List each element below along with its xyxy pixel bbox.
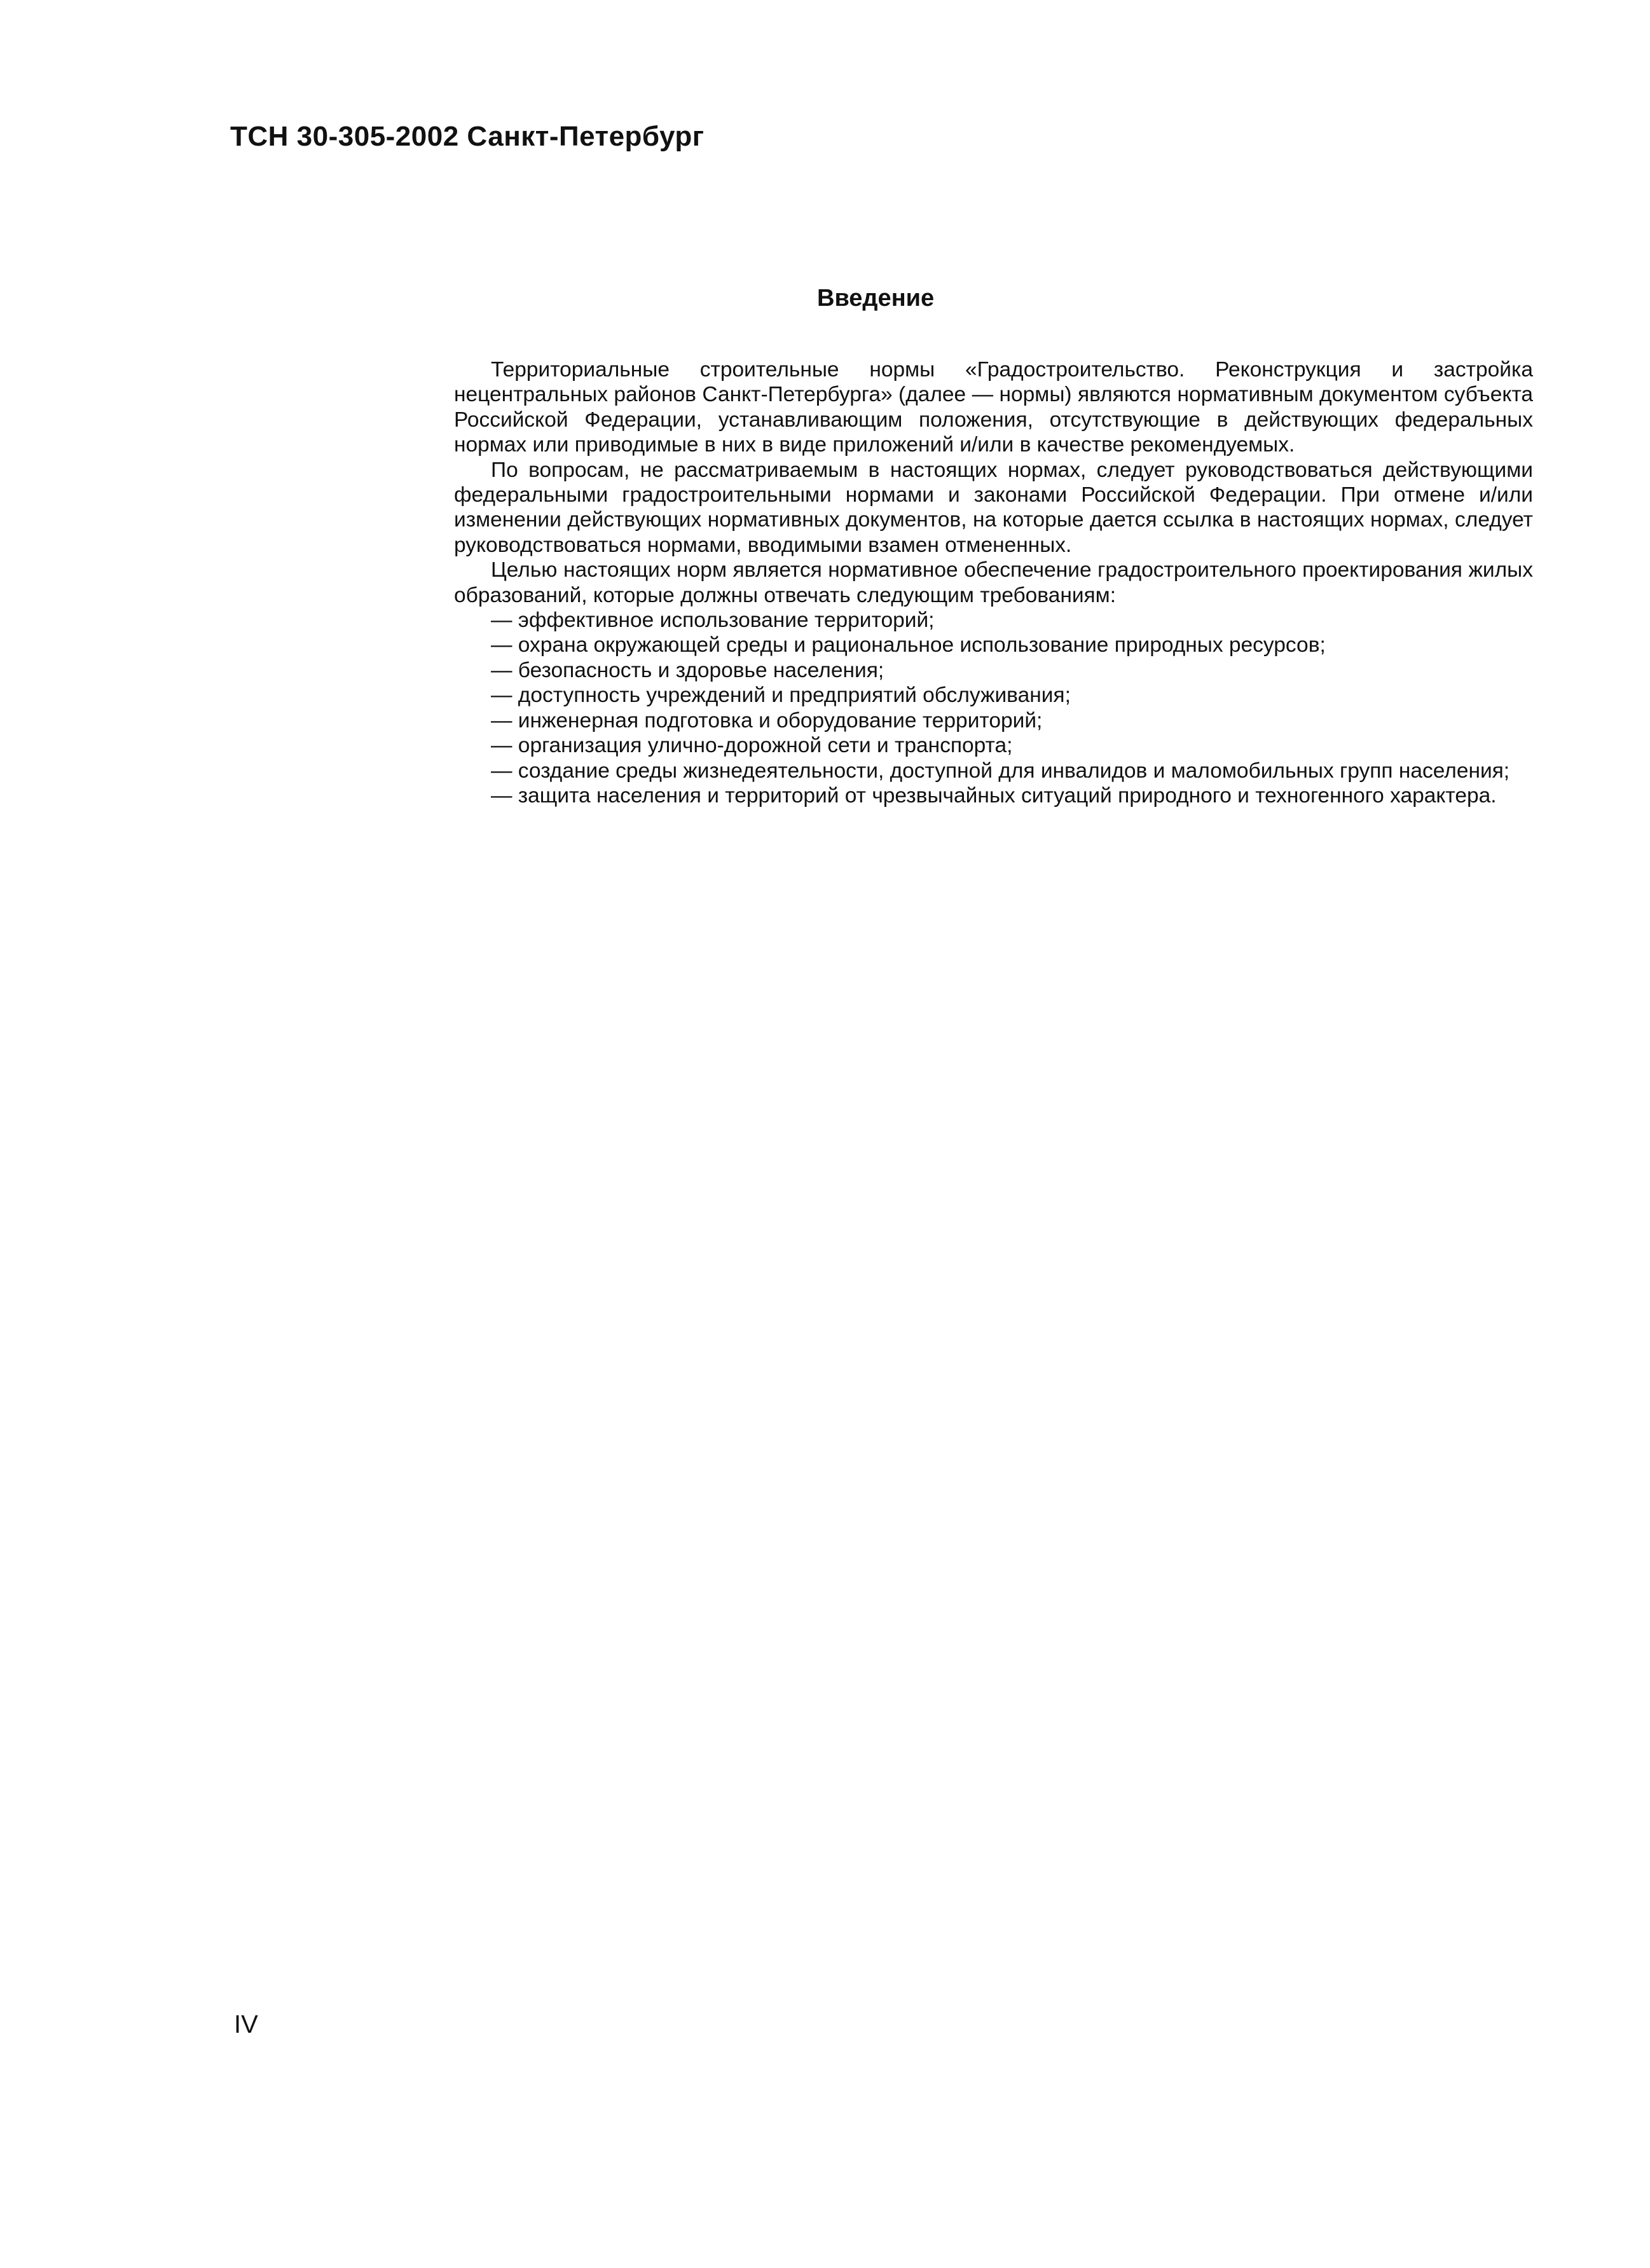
list-item: — эффективное использование территорий; (491, 608, 935, 633)
list-item: — защита населения и территорий от чрезвычайных ситуаций природного и техногенного характера. (491, 783, 1497, 808)
paragraph: По вопросам, не рассматриваемым в настоящих нормах, следует руководствоваться действующими федеральными градостроительными нормами и законами Российской Федерации. При отмене и/или изменении действующих нормативных документов, на которые дается ссылка в настоящих нормах, следует руководствоваться нормами, вводимыми взамен отмененных. (454, 458, 1533, 557)
paragraph: Территориальные строительные нормы «Градостроительство. Реконструкция и застройка нецентральных районов Санкт-Петербурга» (далее — нормы) являются нормативным документом субъекта Российской Федерации, устанавливающим положения, отсутствующие в действующих федеральных нормах или приводимые в них в виде приложений и/или в качестве рекомендуемых. (454, 358, 1533, 457)
list-item: — доступность учреждений и предприятий обслуживания; (491, 684, 1071, 708)
list-item: — создание среды жизнедеятельности, доступной для инвалидов и маломобильных групп населения; (491, 759, 1510, 783)
list-item: — инженерная подготовка и оборудование территорий; (491, 708, 1043, 732)
section-title: Введение (817, 285, 935, 312)
document-header: ТСН 30-305-2002 Санкт-Петербург (230, 121, 705, 152)
page-number: IV (234, 2010, 258, 2038)
list-item: — организация улично-дорожной сети и транспорта; (491, 734, 1013, 758)
body-text (454, 357, 1533, 808)
list-item: — охрана окружающей среды и рациональное использование природных ресурсов; (491, 633, 1326, 657)
list-item: — безопасность и здоровье населения; (491, 658, 884, 682)
paragraph: Целью настоящих норм является нормативное обеспечение градостроительного проектирования жилых образований, которые должны отвечать следующим требованиям: (454, 558, 1533, 607)
